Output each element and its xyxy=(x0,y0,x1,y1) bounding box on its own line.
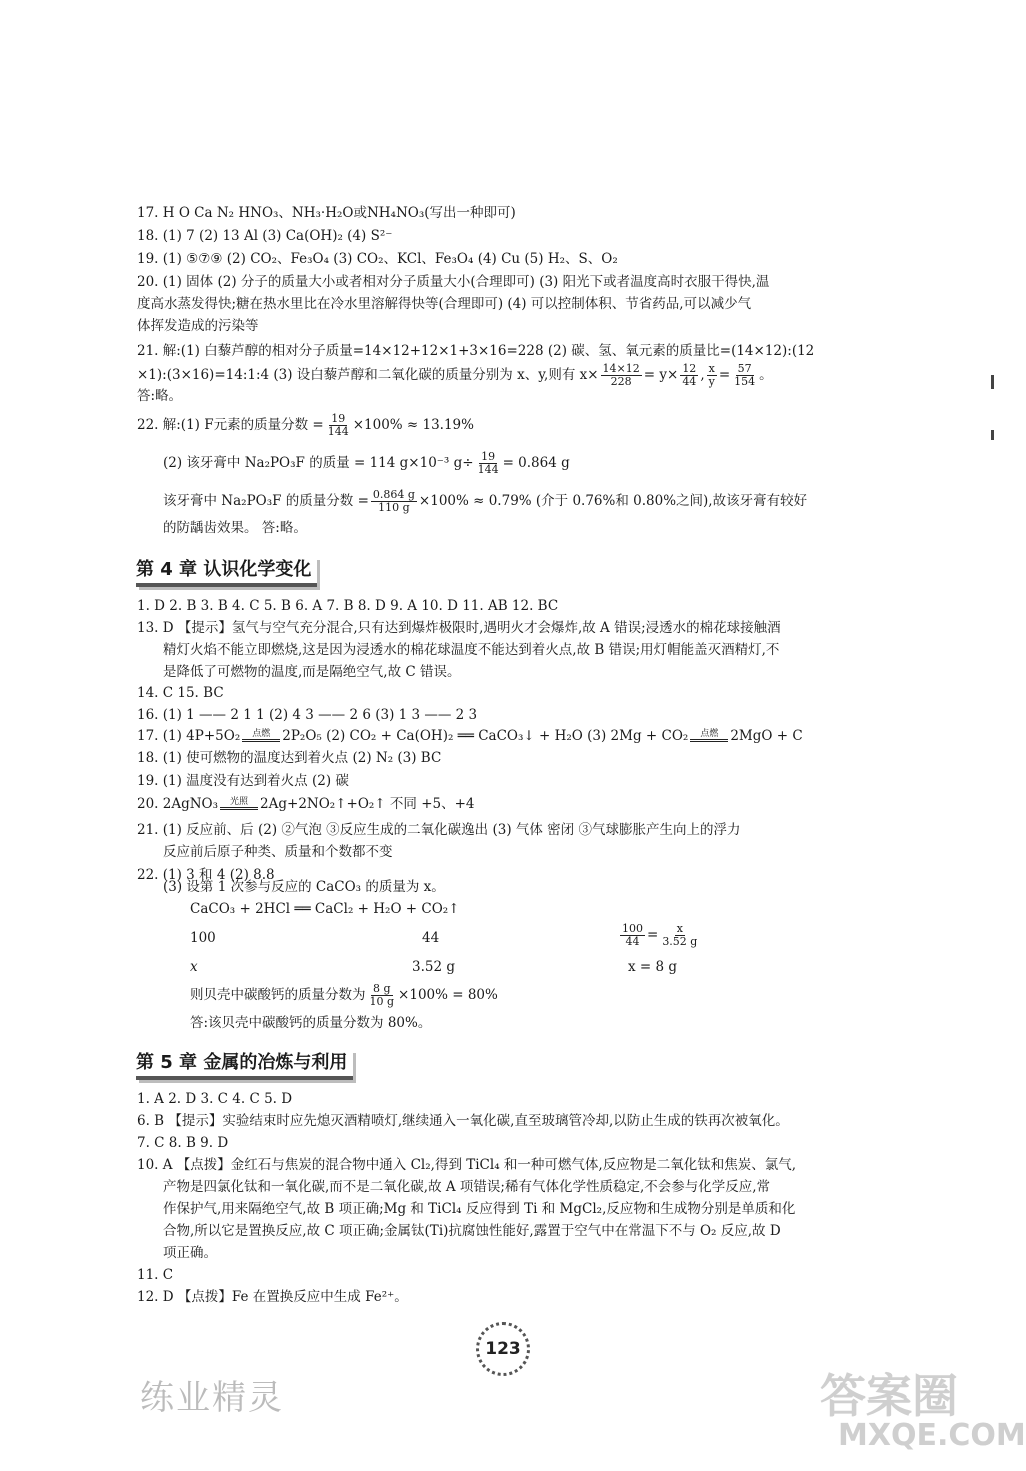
co2-mass: 3.52 g xyxy=(412,959,455,975)
ch4-answer-22-conclusion: 答:该贝壳中碳酸钙的质量分数为 80%。 xyxy=(190,1015,432,1031)
fraction: $\frac{x}{y}$ xyxy=(708,362,715,388)
answer-20-line2: 度高水蒸发得快;糖在热水里比在冷水里溶解得快等(合理即可) (4) 可以控制体积、节省药品,可以减少气 xyxy=(137,296,752,312)
ch4-answer-22-line2: (3) 设第 1 次参与反应的 CaCO₃ 的质量为 x。 xyxy=(163,879,445,895)
watermark-url: MXQE.COM xyxy=(838,1418,1026,1453)
ch4-answer-22-percent: 则贝壳中碳酸钙的质量分数为 $\frac{8 g}{10 g}$ ×100% = 80% xyxy=(190,982,498,1008)
answer-21-line2: ×1):(3×16)=14:1:4 (3) 设白藜芦醇和二氧化碳的质量分别为 x、y,则有 x× $\frac{14\times 12}{228}$ = y× $\frac{12}{44}$ , $\frac{x}{y}$ = $\frac{57}{154}$ 。 xyxy=(137,362,773,388)
ch4-answer-17: 17. (1) 4P+5O₂ 点燃 2P₂O₅ (2) CO₂ + Ca(OH)₂ ══ CaCO₃↓ + H₂O (3) 2Mg + CO₂ 点燃 2MgO + C xyxy=(137,728,803,744)
ch4-answer-16: 16. (1) 1 —— 2 1 1 (2) 4 3 —— 2 6 (3) 1 3 —— 2 3 xyxy=(137,707,478,723)
answer-20-line1: 20. (1) 固体 (2) 分子的质量大小或者相对分子质量大小(合理即可) (3) 阳光下或者温度高时衣服干得快,温 xyxy=(137,274,770,290)
unknown-x: x xyxy=(190,959,198,975)
scan-mark xyxy=(991,375,994,389)
answer-18: 18. (1) 7 (2) 13 Al (3) Ca(OH)₂ (4) S²⁻ xyxy=(137,228,393,244)
chapter-5-heading: 第 5 章 金属的冶炼与利用 xyxy=(136,1050,353,1080)
molar-mass-co2: 44 xyxy=(422,930,440,946)
answer-22-line3: 该牙膏中 Na₂PO₃F 的质量分数 = $\frac{0.864 g}{110 g}$ ×100% ≈ 0.79% (介于 0.76%和 0.80%之间),故该牙膏有较好 xyxy=(163,488,808,514)
answer-19: 19. (1) ⑤⑦⑨ (2) CO₂、Fe₃O₄ (3) CO₂、KCl、Fe₃O₄ (4) Cu (5) H₂、S、O₂ xyxy=(137,251,618,267)
ch5-answer-10-line4: 合物,所以它是置换反应,故 C 项正确;金属钛(Ti)抗腐蚀性能好,露置于空气中在常温下不与 O₂ 反应,故 D xyxy=(163,1223,781,1239)
brand-logo: 练业精灵 xyxy=(140,1378,284,1418)
fraction: $\frac{57}{154}$ xyxy=(734,362,756,388)
reaction-condition: 点燃 xyxy=(242,730,280,744)
ch5-answer-11: 11. C xyxy=(137,1267,174,1283)
ratio-equation: $\frac{100}{44}$ = $\frac{x}{3.52 g}$ xyxy=(622,922,698,948)
page-number-badge: 123 xyxy=(476,1322,530,1376)
answer-20-line3: 体挥发造成的污染等 xyxy=(137,318,259,334)
ch5-answers-1-5: 1. A 2. D 3. C 4. C 5. D xyxy=(137,1091,293,1107)
fraction: $\frac{19}{144}$ xyxy=(327,412,349,438)
reaction-condition: 点燃 xyxy=(690,730,728,744)
ch4-answer-13-line2: 精灯火焰不能立即燃烧,这是因为浸透水的棉花球温度不能达到着火点,故 B 错误;用灯帽能盖灭酒精灯,不 xyxy=(163,642,780,658)
answer-21-line3: 答:略。 xyxy=(137,388,183,404)
chapter-4-heading: 第 4 章 认识化学变化 xyxy=(136,557,317,587)
answer-22-line2: (2) 该牙膏中 Na₂PO₃F 的质量 = 114 g×10⁻³ g÷ $\frac{19}{144}$ = 0.864 g xyxy=(163,450,570,476)
ch4-equation: CaCO₃ + 2HCl ══ CaCl₂ + H₂O + CO₂↑ xyxy=(190,901,460,917)
ch4-answer-20: 20. 2AgNO₃ 光照 2Ag+2NO₂↑+O₂↑ 不同 +5、+4 xyxy=(137,796,475,812)
fraction: $\frac{0.864 g}{110 g}$ xyxy=(372,488,415,514)
ch5-answer-10-line3: 作保护气,用来隔绝空气,故 B 项正确;Mg 和 TiCl₄ 反应得到 Ti 和 MgCl₂,反应物和生成物分别是单质和化 xyxy=(163,1201,796,1217)
ch5-answer-12: 12. D 【点拨】Fe 在置换反应中生成 Fe²⁺。 xyxy=(137,1289,408,1305)
ch5-answer-10-line5: 项正确。 xyxy=(163,1245,217,1261)
fraction: $\frac{19}{144}$ xyxy=(477,450,499,476)
ch4-answers-14-15: 14. C 15. BC xyxy=(137,685,224,701)
ch4-answer-22-line1: 22. (1) 3 和 4 (2) 8.8 xyxy=(137,867,275,883)
ch4-answer-21-line1: 21. (1) 反应前、后 (2) ②气泡 ③反应生成的二氧化碳逸出 (3) 气体 密闭 ③气球膨胀产生向上的浮力 xyxy=(137,822,741,838)
ch4-answer-18: 18. (1) 使可燃物的温度达到着火点 (2) N₂ (3) BC xyxy=(137,750,442,766)
x-result: x = 8 g xyxy=(628,959,678,975)
ch5-answer-6: 6. B 【提示】实验结束时应先熄灭酒精喷灯,继续通入一氧化碳,直至玻璃管冷却,以防止生成的铁再次被氧化。 xyxy=(137,1113,789,1129)
answer-21-line1: 21. 解:(1) 白藜芦醇的相对分子质量=14×12+12×1+3×16=228 (2) 碳、氢、氧元素的质量比=(14×12):(12 xyxy=(137,343,815,359)
ch5-answer-10-line2: 产物是四氯化钛和一氧化碳,而不是二氧化碳,故 A 项错误;稀有气体化学性质稳定,不会参与化学反应,常 xyxy=(163,1179,771,1195)
ch4-answer-13-line3: 是降低了可燃物的温度,而是隔绝空气,故 C 错误。 xyxy=(163,664,461,680)
answer-22-line1: 22. 解:(1) F元素的质量分数 = $\frac{19}{144}$ ×100% ≈ 13.19% xyxy=(137,412,474,438)
ch4-answer-13-line1: 13. D 【提示】氢气与空气充分混合,只有达到爆炸极限时,遇明火才会爆炸,故 A 错误;浸透水的棉花球接触酒 xyxy=(137,620,781,636)
ch5-answers-7-9: 7. C 8. B 9. D xyxy=(137,1135,229,1151)
scan-mark xyxy=(991,430,994,440)
ch4-answers-1-12: 1. D 2. B 3. B 4. C 5. B 6. A 7. B 8. D 9. A 10. D 11. AB 12. BC xyxy=(137,598,559,614)
ch4-answer-21-line2: 反应前后原子种类、质量和个数都不变 xyxy=(163,844,393,860)
ch5-answer-10-line1: 10. A 【点拨】金红石与焦炭的混合物中通入 Cl₂,得到 TiCl₄ 和一种可燃气体,反应物是二氧化钛和焦炭、氯气, xyxy=(137,1157,796,1173)
ch4-answer-19: 19. (1) 温度没有达到着火点 (2) 碳 xyxy=(137,773,349,789)
fraction: $\frac{12}{44}$ xyxy=(682,362,697,388)
answer-17: 17. H O Ca N₂ HNO₃、NH₃·H₂O或NH₄NO₃(写出一种即可) xyxy=(137,205,516,221)
reaction-condition: 光照 xyxy=(220,798,258,812)
fraction: $\frac{14\times 12}{228}$ xyxy=(602,362,640,388)
molar-mass-caco3: 100 xyxy=(190,930,216,946)
answer-22-line4: 的防龋齿效果。 答:略。 xyxy=(163,520,307,536)
watermark-logo: 答案圈 xyxy=(820,1369,958,1423)
